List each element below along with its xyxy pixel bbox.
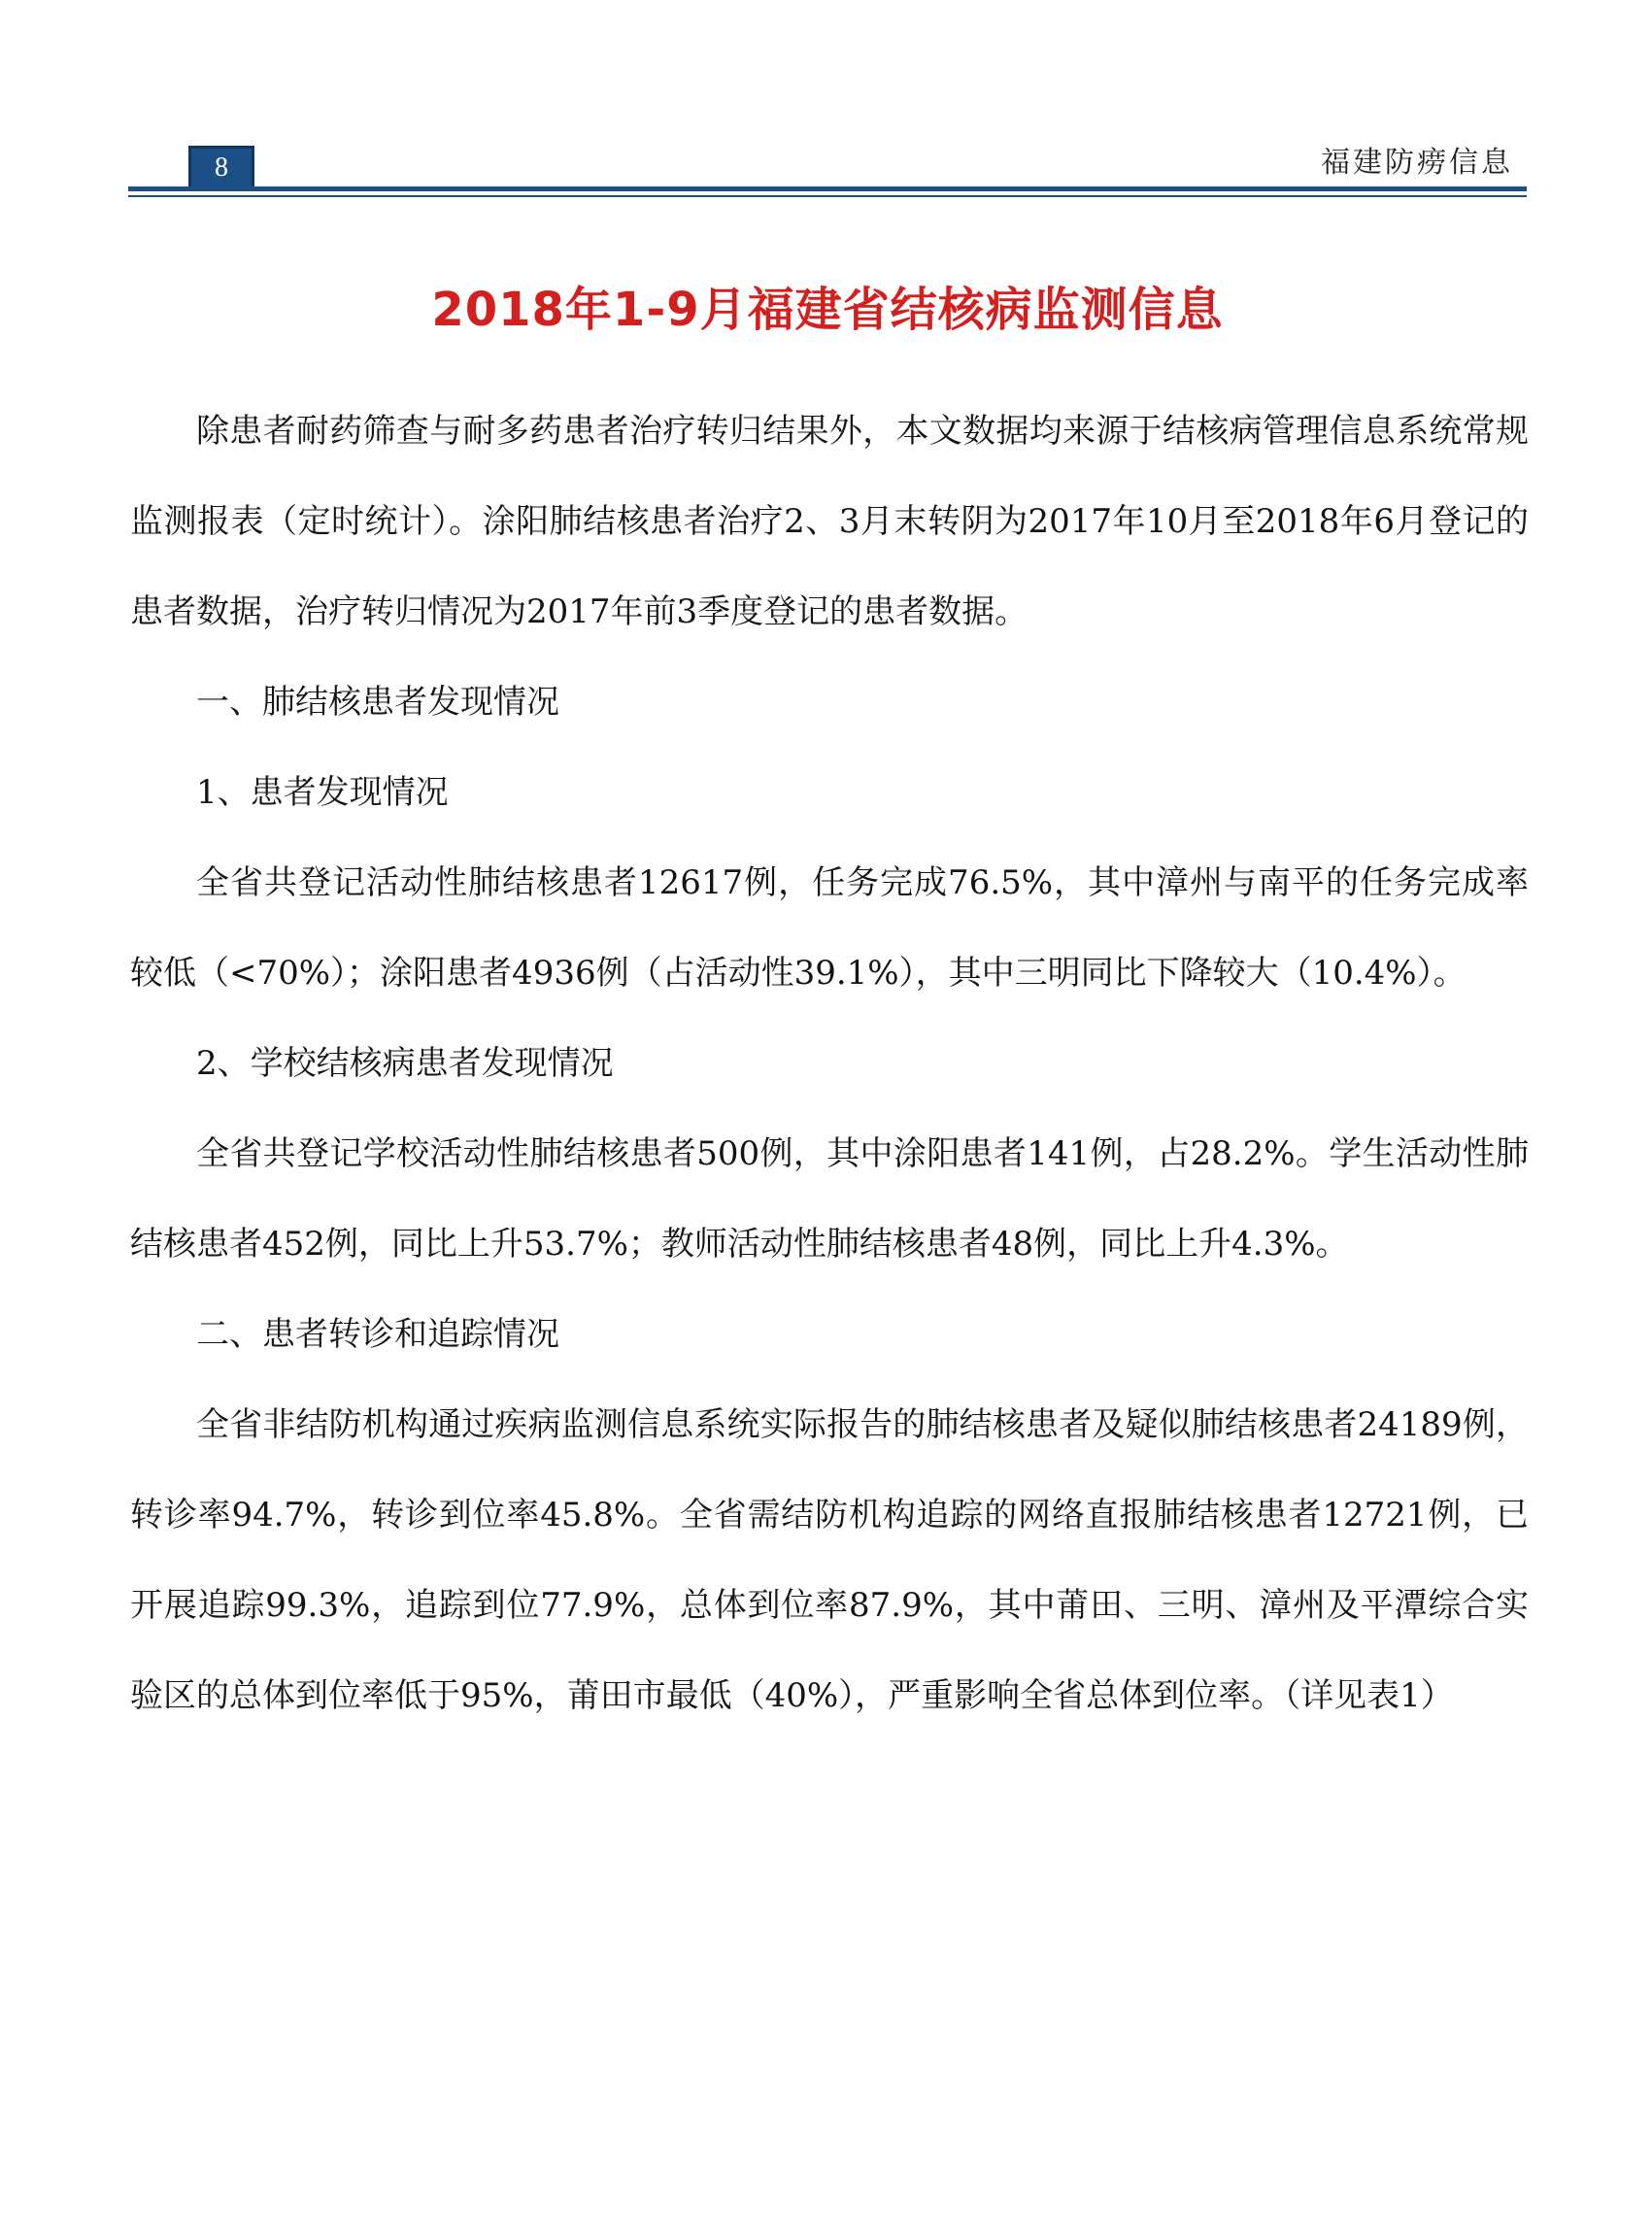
body-paragraph: 全省非结防机构通过疾病监测信息系统实际报告的肺结核患者及疑似肺结核患者24189例，转诊率94.7%，转诊到位率45.8%。全省需结防机构追踪的网络直报肺结核患者12721例，已开展追踪99.3%，追踪到位77.9%，总体到位率87.9%，其中莆田、三明、漳州及平潭综合实验区的总体到位率低于95%，莆田市最低（40%），严重影响全省总体到位率。（详见表1） — [130, 1405, 1529, 1715]
section-heading-1: 一、肺结核患者发现情况 — [196, 683, 559, 722]
document-title: 2018年1-9月福建省结核病监测信息 — [431, 283, 1224, 337]
body-paragraph: 全省共登记活动性肺结核患者12617例，任务完成76.5%，其中漳州与南平的任务完成率较低（<70%）；涂阳患者4936例（占活动性39.1%），其中三明同比下降较大（10.4%）。 — [130, 863, 1529, 993]
header-rule-thin — [128, 195, 1527, 197]
publication-title: 福建防痨信息 — [1321, 146, 1513, 180]
intro-paragraph: 除患者耐药筛查与耐多药患者治疗转归结果外，本文数据均来源于结核病管理信息系统常规监测报表（定时统计）。涂阳肺结核患者治疗2、3月末转阴为2017年10月至2018年6月登记的患者数据，治疗转归情况为2017年前3季度登记的患者数据。 — [130, 412, 1529, 631]
header-rule — [128, 186, 1527, 191]
page-number: 8 — [188, 146, 254, 190]
section-heading-2: 二、患者转诊和追踪情况 — [196, 1315, 559, 1354]
page-header — [128, 136, 1527, 204]
document-body — [130, 387, 1529, 1741]
subsection-heading-1: 1、患者发现情况 — [196, 773, 449, 812]
subsection-heading-2: 2、学校结核病患者发现情况 — [196, 1044, 614, 1083]
body-paragraph: 全省共登记学校活动性肺结核患者500例，其中涂阳患者141例，占28.2%。学生活动性肺结核患者452例，同比上升53.7%；教师活动性肺结核患者48例，同比上升4.3%。 — [130, 1134, 1529, 1264]
